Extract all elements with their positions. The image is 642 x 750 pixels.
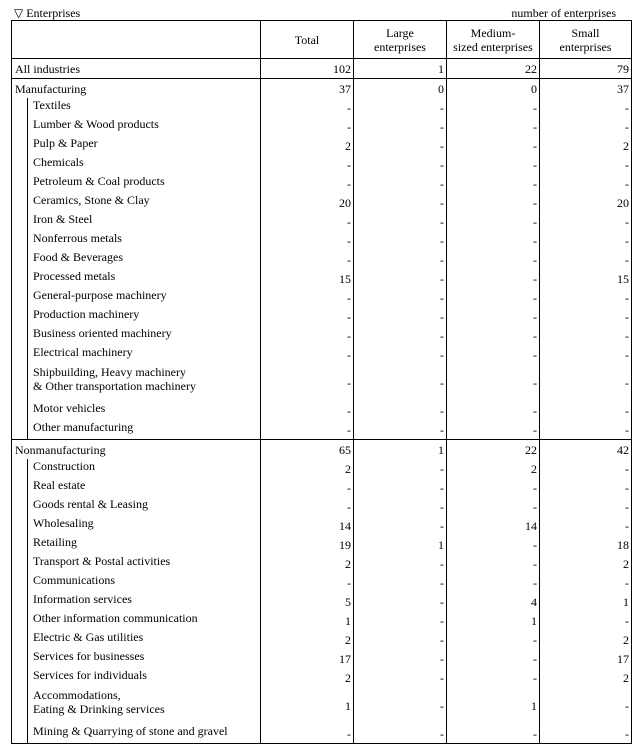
cell-small: -	[540, 174, 632, 193]
row-label	[12, 401, 261, 420]
cell-total: 19	[261, 535, 354, 554]
cell-large: -	[354, 117, 447, 136]
cell-total: -	[261, 497, 354, 516]
cell-large: -	[354, 649, 447, 668]
header-large: Large enterprises	[354, 21, 447, 59]
row-label-text: Nonmanufacturing	[15, 442, 106, 457]
cell-medium: -	[447, 401, 540, 420]
row-label-text-line2: Eating & Drinking services	[33, 701, 165, 716]
row-label	[12, 117, 261, 136]
row-label-text: Manufacturing	[15, 81, 87, 96]
cell-large: -	[354, 288, 447, 307]
header-total: Total	[261, 21, 354, 59]
cell-medium: -	[447, 231, 540, 250]
cell-total: 2	[261, 136, 354, 155]
cell-large: -	[354, 174, 447, 193]
table-body	[12, 59, 632, 744]
cell-total: -	[261, 345, 354, 364]
cell-small: -	[540, 98, 632, 117]
table-row	[12, 535, 632, 554]
cell-total: 5	[261, 592, 354, 611]
cell-medium: 14	[447, 516, 540, 535]
row-label	[12, 724, 261, 744]
cell-large: -	[354, 364, 447, 401]
row-label-text: Lumber & Wood products	[33, 117, 159, 131]
row-label-text: Processed metals	[33, 269, 116, 283]
table-row	[12, 724, 632, 744]
cell-total: -	[261, 98, 354, 117]
table-row	[12, 459, 632, 478]
cell-total: -	[261, 231, 354, 250]
cell-total: 37	[261, 79, 354, 99]
cell-total: 2	[261, 630, 354, 649]
row-label	[12, 326, 261, 345]
cell-medium: 0	[447, 79, 540, 99]
cell-large: -	[354, 724, 447, 744]
cell-small: -	[540, 288, 632, 307]
cell-total: -	[261, 573, 354, 592]
cell-large: -	[354, 630, 447, 649]
cell-total: 1	[261, 611, 354, 630]
cell-medium: 22	[447, 59, 540, 79]
row-label	[12, 193, 261, 212]
cell-small: -	[540, 724, 632, 744]
cell-small: -	[540, 401, 632, 420]
header-small: Small enterprises	[540, 21, 632, 59]
cell-medium: -	[447, 668, 540, 687]
row-label	[12, 155, 261, 174]
cell-medium: -	[447, 724, 540, 744]
cell-small: 2	[540, 630, 632, 649]
cell-total: -	[261, 401, 354, 420]
cell-total: 15	[261, 269, 354, 288]
cell-medium: -	[447, 478, 540, 497]
cell-medium: -	[447, 155, 540, 174]
table-row	[12, 269, 632, 288]
cell-large: -	[354, 326, 447, 345]
table-row	[12, 401, 632, 420]
cell-total: -	[261, 364, 354, 401]
cell-small: -	[540, 516, 632, 535]
table-row	[12, 59, 632, 79]
row-label	[12, 98, 261, 117]
enterprises-table	[11, 20, 632, 744]
row-label	[12, 364, 261, 401]
cell-large: 1	[354, 59, 447, 79]
cell-small: -	[540, 459, 632, 478]
cell-small: -	[540, 307, 632, 326]
cell-total: 20	[261, 193, 354, 212]
cell-total: -	[261, 212, 354, 231]
cell-large: -	[354, 668, 447, 687]
row-label	[12, 573, 261, 592]
cell-medium: -	[447, 269, 540, 288]
row-label	[12, 345, 261, 364]
cell-small: 2	[540, 554, 632, 573]
cell-medium: -	[447, 420, 540, 440]
cell-large: -	[354, 516, 447, 535]
table-row	[12, 136, 632, 155]
cell-small: 42	[540, 440, 632, 460]
cell-small: -	[540, 212, 632, 231]
cell-small: -	[540, 497, 632, 516]
cell-medium: -	[447, 364, 540, 401]
cell-large: -	[354, 459, 447, 478]
table-row	[12, 573, 632, 592]
cell-small: -	[540, 364, 632, 401]
cell-large: -	[354, 193, 447, 212]
row-label	[12, 535, 261, 554]
table-row	[12, 193, 632, 212]
cell-total: 1	[261, 687, 354, 724]
cell-small: 15	[540, 269, 632, 288]
cell-total: 102	[261, 59, 354, 79]
row-label-text: Pulp & Paper	[33, 136, 98, 150]
cell-total: -	[261, 326, 354, 345]
cell-medium: -	[447, 193, 540, 212]
cell-large: -	[354, 231, 447, 250]
row-label-text: Shipbuilding, Heavy machinery	[33, 364, 186, 379]
table-row	[12, 117, 632, 136]
cell-total: 17	[261, 649, 354, 668]
cell-large: -	[354, 98, 447, 117]
cell-medium: 1	[447, 611, 540, 630]
cell-large: -	[354, 611, 447, 630]
cell-medium: -	[447, 345, 540, 364]
row-label	[12, 497, 261, 516]
cell-medium: 2	[447, 459, 540, 478]
cell-total: 2	[261, 668, 354, 687]
cell-total: 2	[261, 554, 354, 573]
cell-total: 14	[261, 516, 354, 535]
cell-large: -	[354, 307, 447, 326]
cell-medium: -	[447, 649, 540, 668]
cell-small: 79	[540, 59, 632, 79]
units-label: number of enterprises	[511, 6, 616, 20]
cell-medium: -	[447, 288, 540, 307]
table-row	[12, 668, 632, 687]
row-label	[12, 687, 261, 724]
cell-large: -	[354, 554, 447, 573]
cell-large: 1	[354, 440, 447, 460]
cell-total: -	[261, 288, 354, 307]
row-label	[12, 136, 261, 155]
table-row	[12, 420, 632, 440]
cell-small: 20	[540, 193, 632, 212]
cell-large: -	[354, 155, 447, 174]
table-row	[12, 592, 632, 611]
row-label-text: Business oriented machinery	[33, 326, 172, 340]
row-label-text: Nonferrous metals	[33, 231, 122, 245]
row-label-text-line2: & Other transportation machinery	[33, 378, 196, 393]
table-row	[12, 649, 632, 668]
row-label-text: Other manufacturing	[33, 420, 134, 434]
row-label-text: Chemicals	[33, 155, 84, 169]
row-label	[12, 420, 261, 440]
table-row	[12, 687, 632, 724]
table-row	[12, 497, 632, 516]
table-caption	[0, 0, 642, 20]
row-label-text: Retailing	[33, 535, 77, 549]
cell-total: -	[261, 117, 354, 136]
cell-medium: 22	[447, 440, 540, 460]
cell-total: -	[261, 478, 354, 497]
cell-small: -	[540, 611, 632, 630]
cell-small: -	[540, 420, 632, 440]
cell-large: -	[354, 345, 447, 364]
cell-medium: -	[447, 136, 540, 155]
cell-small: -	[540, 250, 632, 269]
row-label-text: Production machinery	[33, 307, 140, 321]
row-label-text: Electrical machinery	[33, 345, 133, 359]
row-label-text: All industries	[15, 61, 80, 76]
table-row	[12, 98, 632, 117]
table-row	[12, 326, 632, 345]
row-label	[12, 630, 261, 649]
cell-large: -	[354, 212, 447, 231]
row-label-text: Communications	[33, 573, 115, 587]
row-label-text: Wholesaling	[33, 516, 94, 530]
cell-large: -	[354, 592, 447, 611]
row-label-text: Iron & Steel	[33, 212, 93, 226]
cell-medium: -	[447, 98, 540, 117]
table-row	[12, 440, 632, 460]
cell-medium: -	[447, 212, 540, 231]
cell-large: -	[354, 497, 447, 516]
table-row	[12, 516, 632, 535]
row-label	[12, 250, 261, 269]
cell-medium: -	[447, 497, 540, 516]
table-row	[12, 345, 632, 364]
row-label-text: Construction	[33, 459, 95, 473]
cell-total: -	[261, 307, 354, 326]
table-row	[12, 364, 632, 401]
row-label-text: Real estate	[33, 478, 86, 492]
header-row	[12, 21, 632, 59]
cell-large: 0	[354, 79, 447, 99]
row-label-text: Accommodations,	[33, 687, 121, 702]
cell-large: -	[354, 401, 447, 420]
cell-small: 17	[540, 649, 632, 668]
row-label	[12, 611, 261, 630]
cell-large: -	[354, 687, 447, 724]
cell-total: -	[261, 174, 354, 193]
table-row	[12, 79, 632, 99]
table-row	[12, 212, 632, 231]
row-label	[12, 459, 261, 478]
row-label-text: Food & Beverages	[33, 250, 123, 264]
row-label	[12, 59, 261, 79]
row-label-text: General-purpose machinery	[33, 288, 167, 302]
table-row	[12, 611, 632, 630]
row-label-text: Services for individuals	[33, 668, 147, 682]
table-row	[12, 250, 632, 269]
row-label	[12, 478, 261, 497]
row-label	[12, 231, 261, 250]
cell-medium: 4	[447, 592, 540, 611]
cell-small: 1	[540, 592, 632, 611]
cell-small: -	[540, 687, 632, 724]
cell-medium: -	[447, 630, 540, 649]
table-row	[12, 288, 632, 307]
table-title: ▽ Enterprises	[14, 6, 81, 20]
table-row	[12, 478, 632, 497]
cell-large: 1	[354, 535, 447, 554]
header-medium: Medium- sized enterprises	[447, 21, 540, 59]
row-label	[12, 307, 261, 326]
row-label	[12, 174, 261, 193]
row-label-text: Petroleum & Coal products	[33, 174, 165, 188]
row-label	[12, 269, 261, 288]
cell-medium: -	[447, 117, 540, 136]
cell-total: -	[261, 250, 354, 269]
cell-medium: -	[447, 326, 540, 345]
cell-small: -	[540, 478, 632, 497]
table-row	[12, 630, 632, 649]
row-label	[12, 668, 261, 687]
cell-small: -	[540, 326, 632, 345]
table-row	[12, 307, 632, 326]
row-label	[12, 440, 261, 460]
cell-total: -	[261, 420, 354, 440]
row-label-text: Motor vehicles	[33, 401, 106, 415]
row-label-text: Other information communication	[33, 611, 198, 625]
cell-medium: -	[447, 573, 540, 592]
cell-small: 37	[540, 79, 632, 99]
cell-large: -	[354, 573, 447, 592]
cell-small: -	[540, 573, 632, 592]
row-label	[12, 554, 261, 573]
cell-total: 65	[261, 440, 354, 460]
header-label-cell	[12, 21, 261, 59]
cell-small: -	[540, 345, 632, 364]
cell-small: -	[540, 117, 632, 136]
cell-medium: 1	[447, 687, 540, 724]
row-label-text: Goods rental & Leasing	[33, 497, 148, 511]
cell-medium: -	[447, 535, 540, 554]
cell-medium: -	[447, 554, 540, 573]
row-label	[12, 288, 261, 307]
cell-total: 2	[261, 459, 354, 478]
row-label	[12, 516, 261, 535]
cell-large: -	[354, 420, 447, 440]
row-label	[12, 592, 261, 611]
row-label-text: Services for businesses	[33, 649, 145, 663]
cell-total: -	[261, 155, 354, 174]
row-label-text: Mining & Quarrying of stone and gravel	[33, 724, 228, 738]
cell-large: -	[354, 269, 447, 288]
cell-medium: -	[447, 174, 540, 193]
row-label-text: Ceramics, Stone & Clay	[33, 193, 150, 207]
cell-large: -	[354, 136, 447, 155]
row-label	[12, 79, 261, 99]
cell-small: 2	[540, 668, 632, 687]
row-label	[12, 649, 261, 668]
cell-small: -	[540, 155, 632, 174]
row-label	[12, 212, 261, 231]
table-row	[12, 155, 632, 174]
cell-total: -	[261, 724, 354, 744]
table-row	[12, 174, 632, 193]
row-label-text: Textiles	[33, 98, 71, 112]
cell-small: 2	[540, 136, 632, 155]
cell-small: -	[540, 231, 632, 250]
table-row	[12, 231, 632, 250]
table-row	[12, 554, 632, 573]
cell-large: -	[354, 250, 447, 269]
cell-medium: -	[447, 250, 540, 269]
row-label-text: Electric & Gas utilities	[33, 630, 144, 644]
cell-small: 18	[540, 535, 632, 554]
cell-medium: -	[447, 307, 540, 326]
row-label-text: Transport & Postal activities	[33, 554, 171, 568]
row-label-text: Information services	[33, 592, 132, 606]
cell-large: -	[354, 478, 447, 497]
